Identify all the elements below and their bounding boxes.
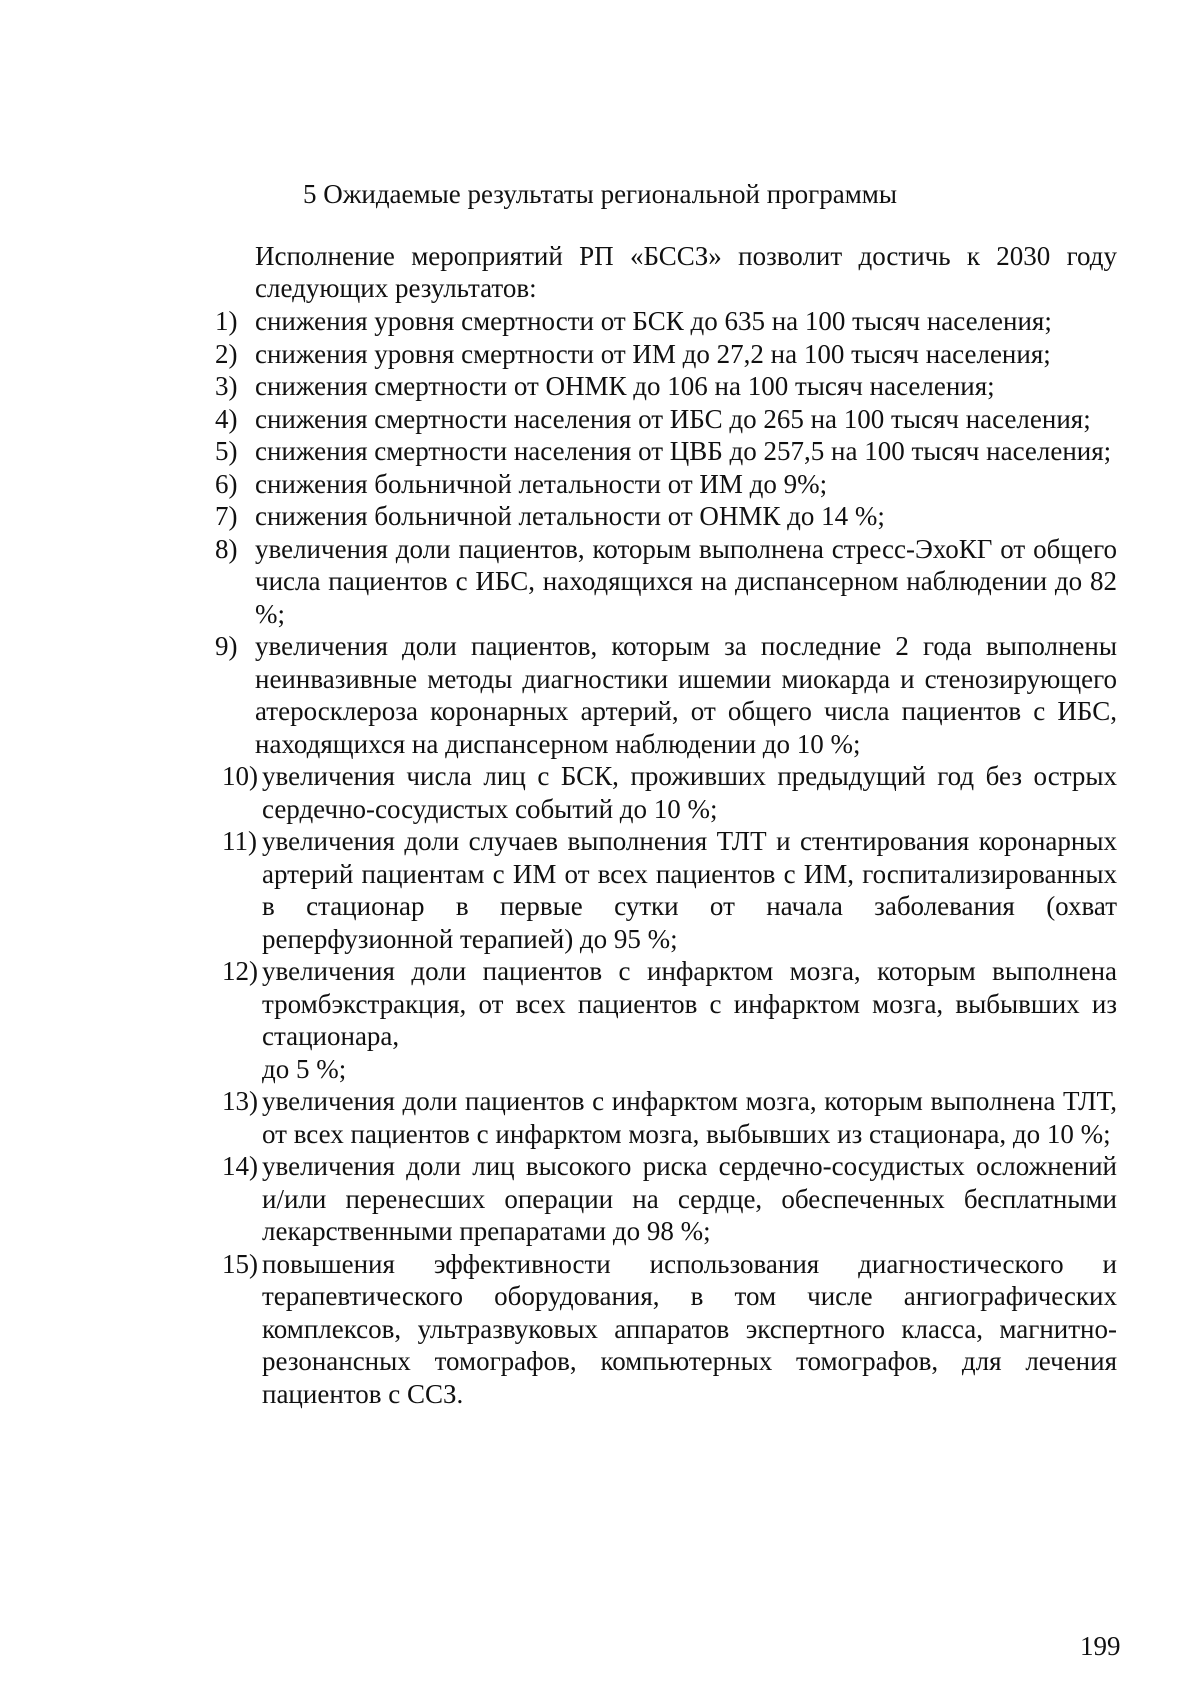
intro-paragraph-line2: следующих результатов: [255,273,537,303]
list-item-text: снижения уровня смертности от БСК до 635 на 100 тысяч населения; [255,306,1052,336]
list-item-number: 7) [215,501,238,531]
list-item-number: 15) [222,1248,258,1279]
list-item-number: 3) [215,371,238,401]
list-item [0,305,1200,338]
list-item-number: 10) [222,761,258,791]
list-item-number: 9) [215,631,238,661]
list-item-text: снижения смертности населения от ЦВБ до 257,5 на 100 тысяч населения; [255,436,1112,466]
list-item-text: снижения больничной летальности от ИМ до 9%; [255,468,828,499]
list-item-text: снижения смертности населения от ИБС до 265 на 100 тысяч населения; [255,403,1091,434]
page-number: 199 [1080,1631,1121,1661]
section-title: 5 Ожидаемые результаты региональной программы [302,179,898,209]
list-item-number: 14) [222,1151,258,1181]
list-item [0,533,1200,631]
list-item-text: увеличения доли лиц высокого риска сердечно-сосудистых осложнений и/или перенесших операции на сердце, обеспеченных бесплатными лекарственными препаратами до 98 %; [262,1151,1117,1246]
list-item-number: 13) [222,1086,258,1116]
list-item [0,435,1200,468]
list-item-number: 2) [215,338,238,369]
list-item [0,468,1200,501]
list-item-number: 4) [215,403,238,434]
list-item-text: увеличения числа лиц с БСК, проживших предыдущий год без острых сердечно-сосудистых событий до 10 %; [262,761,1117,824]
list-item [0,760,1200,825]
list-item-number: 5) [215,436,238,466]
list-item [0,1248,1200,1411]
list-item-text: снижения смертности от ОНМК до 106 на 100 тысяч населения; [255,371,995,401]
list-item-text: снижения больничной летальности от ОНМК до 14 %; [255,501,885,531]
list-item-number: 12) [222,956,258,986]
list-item-text-continued: до 5 %; [262,1053,347,1084]
list-item-number: 8) [215,533,238,564]
list-item-text: увеличения доли случаев выполнения ТЛТ и стентирования коронарных артерий пациентам с ИМ от всех пациентов с ИМ, госпитализированных в стационар в первые сутки от начала заболевания (охват реперфузионной терапией) до 95 %; [262,826,1117,954]
list-item-number: 1) [215,306,238,336]
intro-paragraph-line1: Исполнение мероприятий РП «БССЗ» позволит достичь к 2030 году [255,241,1117,271]
list-item [0,500,1200,533]
list-item-number: 11) [222,826,257,856]
list-item [0,370,1200,403]
results-list [0,305,1200,1410]
list-item-text: увеличения доли пациентов с инфарктом мозга, которым выполнена ТЛТ, от всех пациентов с инфарктом мозга, выбывших из стационара, до 10 %; [262,1086,1117,1149]
list-item [0,825,1200,955]
list-item [0,403,1200,436]
list-item [0,955,1200,1085]
list-item-text: увеличения доли пациентов, которым за последние 2 года выполнены неинвазивные методы диагностики ишемии миокарда и стенозирующего атеросклероза коронарных артерий, от общего числа пациентов с ИБС, находящихся на диспансерном наблюдении до 10 %; [255,631,1117,759]
list-item [0,338,1200,371]
list-item-text: снижения уровня смертности от ИМ до 27,2 на 100 тысяч населения; [255,338,1051,369]
list-item [0,630,1200,760]
list-item [0,1085,1200,1150]
list-item-text: повышения эффективности использования диагностического и терапевтического оборудования, в том числе ангиографических комплексов, ультразвуковых аппаратов экспертного класса, магнитно-резонансных томографов, компьютерных томографов, для лечения пациентов с ССЗ. [262,1248,1117,1409]
list-item-text: увеличения доли пациентов, которым выполнена стресс-ЭхоКГ от общего числа пациентов с ИБС, находящихся на диспансерном наблюдении до 82 %; [255,533,1117,629]
list-item-number: 6) [215,468,238,499]
list-item [0,1150,1200,1248]
list-item-text: увеличения доли пациентов с инфарктом мозга, которым выполнена тромбэкстракция, от всех пациентов с инфарктом мозга, выбывших из стационара, [262,956,1117,1051]
